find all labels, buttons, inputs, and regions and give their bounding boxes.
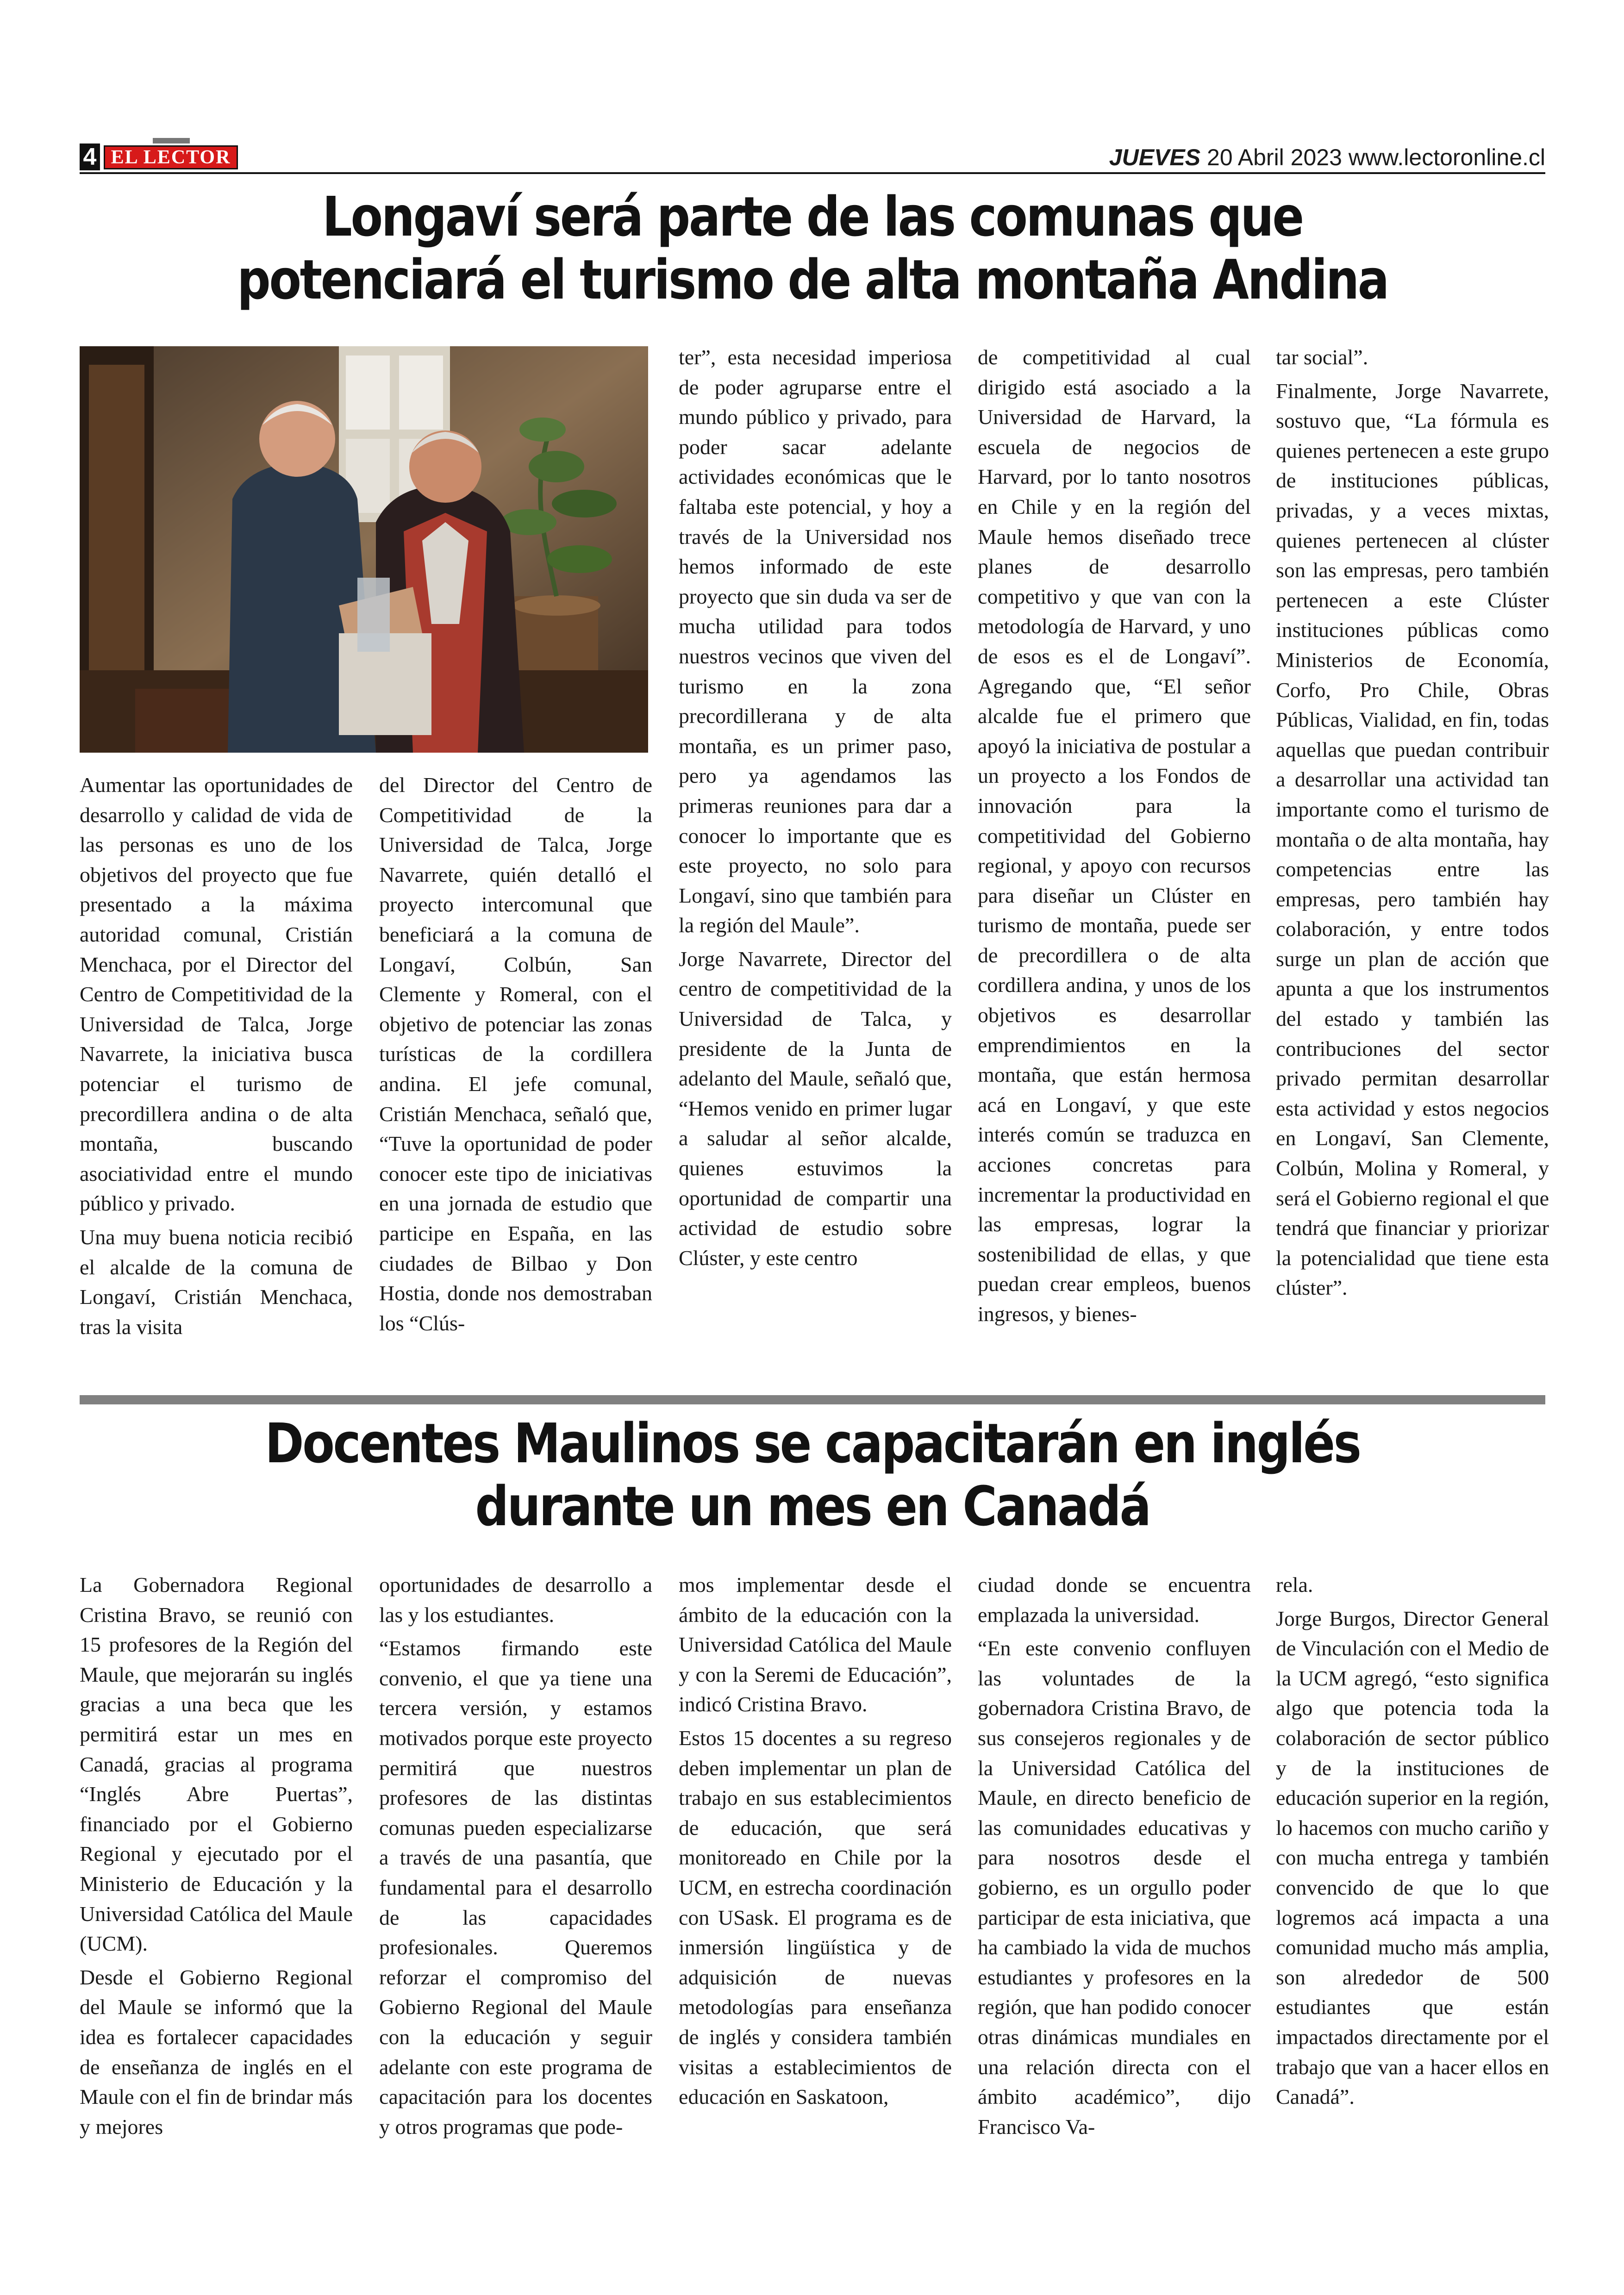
newspaper-logo: EL LECTOR (104, 145, 238, 169)
article-1-photo (80, 346, 648, 753)
dateline (1109, 143, 1545, 171)
article-2-paragraph: rela. (1276, 1573, 1313, 1597)
article-2-paragraph: mos implementar desde el ámbito de la educación con la Universidad Católica del Maule y con la Seremi de Educación”, indicó Cristina Bravo. (679, 1573, 952, 1716)
article-2-paragraph: Jorge Burgos, Director General de Vinculación con el Medio de la UCM agregó, “esto significa algo que potencia toda la colaboración de sector público y de la instituciones de educación superior en la región, lo hacemos con mucho cariño y con mucha entrega y también convencido de que lo que logremos acá impacta a una comunidad mucho más amplia, son alrededor de 500 estudiantes que están impactados directamente por el trabajo que van a hacer ellos en Canadá”. (1276, 1606, 1549, 2109)
article-2-paragraph: Estos 15 docentes a su regreso deben implementar un plan de trabajo en sus establecimientos de educación, que será monitoreado en Chile por la UCM, en estrecha coordinación con USask. El programa es de inmersión lingüística y de adquisición de nuevas metodologías para enseñanza de inglés y considera también visitas a establecimientos de educación en Saskatoon, (679, 1726, 952, 2109)
article-1-paragraph: tar social”. (1276, 345, 1368, 369)
article-1-paragraph: de competitividad al cual dirigido está asociado a la Universidad de Harvard, la escuela de negocios de Harvard, por lo tanto nosotros en Chile y en la región del Maule hemos diseñado trece planes de desarrollo competitivo y que van con la metodología de Harvard, y uno de esos es el de Longaví”. Agregando que, “El señor alcalde fue el primero que apoyó la iniciativa de postular a un proyecto a los Fondos de innovación para la competitividad del Gobierno regional, y apoyo con recursos para diseñar un Clúster en turismo de montaña, puede ser de precordillera o de alta cordillera andina, y unos de los objetivos es desarrollar emprendimientos en la montaña, que están hermosa acá en Longaví, y que este interés común se traduzca en acciones concretas para incrementar la productividad en las empresas, lograr la sostenibilidad de ellas, y que puedan crear empleos, buenos ingresos, y bienes- (978, 345, 1251, 1326)
article-2-column-3 (679, 1570, 952, 2112)
article-2-paragraph: La Gobernadora Regional Cristina Bravo, se reunió con 15 profesores de la Región del Maule, que mejorarán su inglés gracias a una beca que les permitirá estar un mes en Canadá, gracias al programa “Inglés Abre Puertas”, financiado por el Gobierno Regional y ejecutado por el Ministerio de Educación y la Universidad Católica del Maule (UCM). (80, 1573, 353, 1956)
article-2-column-4 (978, 1570, 1251, 2142)
header-rule (80, 172, 1545, 174)
website-link[interactable]: www.lectoronline.cl (1348, 144, 1545, 170)
article-1-column-4 (978, 343, 1251, 1329)
article-1-paragraph: Aumentar las oportunidades de desarrollo y calidad de vida de las personas es uno de los objetivos del proyecto que fue presentado a la máxima autoridad comunal, Cristián Menchaca, por el Director del Centro de Competitividad de la Universidad de Talca, Jorge Navarrete, la iniciativa busca potenciar el turismo de precordillera andina o de alta montaña, buscando asociatividad entre el mundo público y privado. (80, 773, 353, 1216)
article-1-paragraph: del Director del Centro de Competitividad de la Universidad de Talca, Jorge Navarrete, quién detalló el proyecto intercomunal que beneficiará a la comuna de Longaví, Colbún, San Clemente y Romeral, con el objetivo de potenciar las zonas turísticas de la cordillera andina. El jefe comunal, Cristián Menchaca, señaló que, “Tuve la oportunidad de poder conocer este tipo de iniciativas en una jornada de estudio que participe en España, en las ciudades de Bilbao y Don Hostia, donde nos demostraban los “Clús- (379, 773, 652, 1335)
logo-accent (153, 138, 190, 143)
article-2-column-5 (1276, 1570, 1549, 2112)
article-1-column-2 (379, 770, 652, 1338)
dateline-date: 20 Abril 2023 (1207, 144, 1342, 170)
article-2-headline: Docentes Maulinos se capacitarán en inglés durante un mes en Canadá (265, 1411, 1360, 1538)
article-1-paragraph: Finalmente, Jorge Navarrete, sostuvo que, “La fórmula es quienes pertenecen a este grupo de instituciones públicas, privadas, y a veces mixtas, quienes pertenecen al clúster son las empresas, pero también pertenecen a este Clúster instituciones públicas como Ministerios de Economía, Corfo, Pro Chile, Obras Públicas, Vialidad, en fin, todas aquellas que puedan contribuir a desarrollar una actividad tan importante como el turismo de montaña o de alta montaña, hay competencias entre las empresas, pero también hay colaboración, y entre todos surge un plan de acción que apunta a que los instrumentos del estado y también las contribuciones del sector privado permitan desarrollar esta actividad y estos negocios en Longaví, San Clemente, Colbún, Molina y Romeral, y será el Gobierno regional el que tendrá que financiar y priorizar la potencialidad que tiene esta clúster”. (1276, 379, 1549, 1300)
article-2-column-1 (80, 1570, 353, 2142)
dateline-day: JUEVES (1109, 144, 1201, 170)
article-1-headline: Longaví será parte de las comunas que potenciará el turismo de alta montaña Andina (237, 185, 1388, 312)
page-number: 4 (80, 143, 100, 170)
article-2-paragraph: “En este convenio confluyen las voluntades de la gobernadora Cristina Bravo, de sus consejeros regionales y de la Universidad Católica del Maule, en directo beneficio de las comunidades educativas y para nosotros desde el gobierno, es un orgullo poder participar de esta iniciativa, que ha cambiado la vida de muchos estudiantes y profesores en la región, que han podido conocer otras dinámicas mundiales en una relación directa con el ámbito académico”, dijo Francisco Va- (978, 1636, 1251, 2139)
section-divider (80, 1395, 1545, 1404)
article-2-paragraph: oportunidades de desarrollo a las y los estudiantes. (379, 1573, 652, 1627)
article-2-column-2 (379, 1570, 652, 2142)
article-2-paragraph: ciudad donde se encuentra emplazada la universidad. (978, 1573, 1251, 1627)
article-1-column-3 (679, 343, 952, 1273)
article-1-paragraph: ter”, esta necesidad imperiosa de poder agruparse entre el mundo público y privado, para poder sacar adelante actividades económicas que le faltaba este potencial, y hoy a través de la Universidad nos hemos informado de este proyecto que sin duda va ser de mucha utilidad para todos nuestros vecinos que viven del turismo en la zona precordillerana y de alta montaña, es un primer paso, pero ya agendamos las primeras reuniones para dar a conocer lo importante que es este proyecto, no solo para Longaví, sino que también para la región del Maule”. (679, 345, 952, 937)
article-2-paragraph: Desde el Gobierno Regional del Maule se informó que la idea es fortalecer capacidades de enseñanza de inglés en el Maule con el fin de brindar más y mejores (80, 1965, 353, 2139)
article-1-column-5 (1276, 343, 1549, 1303)
article-1-column-1 (80, 770, 353, 1342)
article-2-paragraph: “Estamos firmando este convenio, el que ya tiene una tercera versión, y estamos motivados porque este proyecto permitirá que nuestros profesores de las distintas comunas pueden especializarse a través de una pasantía, que fundamental para el desarrollo de las capacidades profesionales. Queremos reforzar el compromiso del Gobierno Regional del Maule con la educación y seguir adelante con este programa de capacitación para los docentes y otros programas que pode- (379, 1636, 652, 2139)
article-1-paragraph: Jorge Navarrete, Director del centro de competitividad de la Universidad de Talca, y presidente de la Junta de adelanto del Maule, señaló que, “Hemos venido en primer lugar a saludar al señor alcalde, quienes estuvimos la oportunidad de compartir una actividad de estudio sobre Clúster, y este centro (679, 947, 952, 1270)
article-1-paragraph: Una muy buena noticia recibió el alcalde de la comuna de Longaví, Cristián Menchaca, tras la visita (80, 1225, 353, 1339)
